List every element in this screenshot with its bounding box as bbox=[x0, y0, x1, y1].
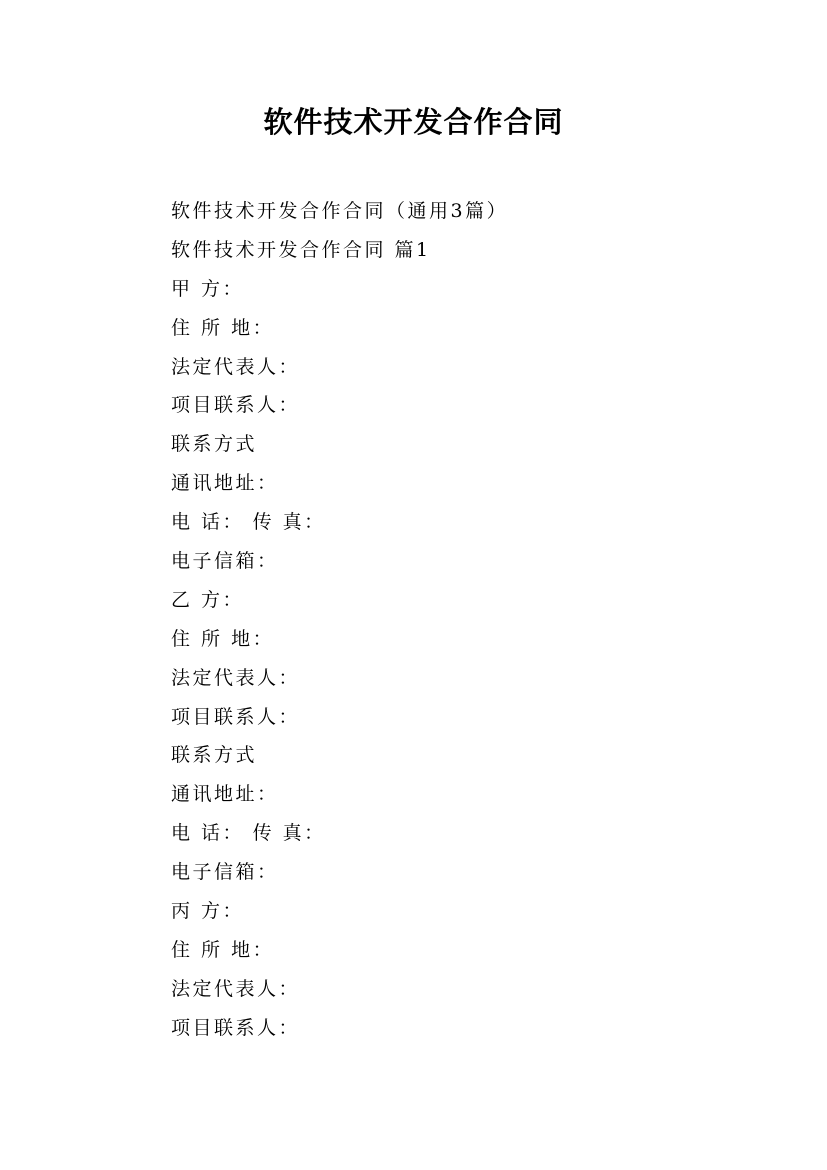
party-a-project-contact-label: 项目联系人： bbox=[171, 394, 301, 417]
party-b-contact-method-label: 联系方式 bbox=[171, 744, 258, 767]
party-b-phone-fax-label: 电 话： 传 真： bbox=[171, 822, 326, 845]
party-a-address-label: 住 所 地： bbox=[171, 316, 275, 339]
party-b-label: 乙 方： bbox=[171, 588, 245, 611]
subtitle-line: 软件技术开发合作合同（通用3篇） bbox=[171, 200, 509, 222]
party-a-label: 甲 方： bbox=[171, 277, 245, 300]
section-heading: 软件技术开发合作合同 篇1 bbox=[171, 238, 431, 261]
party-a-mailing-address-label: 通讯地址： bbox=[171, 472, 279, 495]
party-b-address-label: 住 所 地： bbox=[171, 627, 275, 650]
party-c-label: 丙 方： bbox=[171, 900, 245, 923]
party-a-legal-rep-label: 法定代表人： bbox=[171, 355, 301, 378]
party-c-address-label: 住 所 地： bbox=[171, 938, 275, 961]
party-c-project-contact-label: 项目联系人： bbox=[171, 1016, 301, 1039]
party-b-email-label: 电子信箱： bbox=[171, 861, 279, 884]
party-b-project-contact-label: 项目联系人： bbox=[171, 705, 301, 728]
party-c-legal-rep-label: 法定代表人： bbox=[171, 977, 301, 1000]
document-title: 软件技术开发合作合同 bbox=[263, 105, 564, 139]
party-a-email-label: 电子信箱： bbox=[171, 550, 279, 573]
document-body bbox=[171, 192, 771, 1048]
party-b-legal-rep-label: 法定代表人： bbox=[171, 666, 301, 689]
party-a-contact-method-label: 联系方式 bbox=[171, 433, 258, 456]
party-a-phone-fax-label: 电 话： 传 真： bbox=[171, 511, 326, 534]
party-b-mailing-address-label: 通讯地址： bbox=[171, 783, 279, 806]
